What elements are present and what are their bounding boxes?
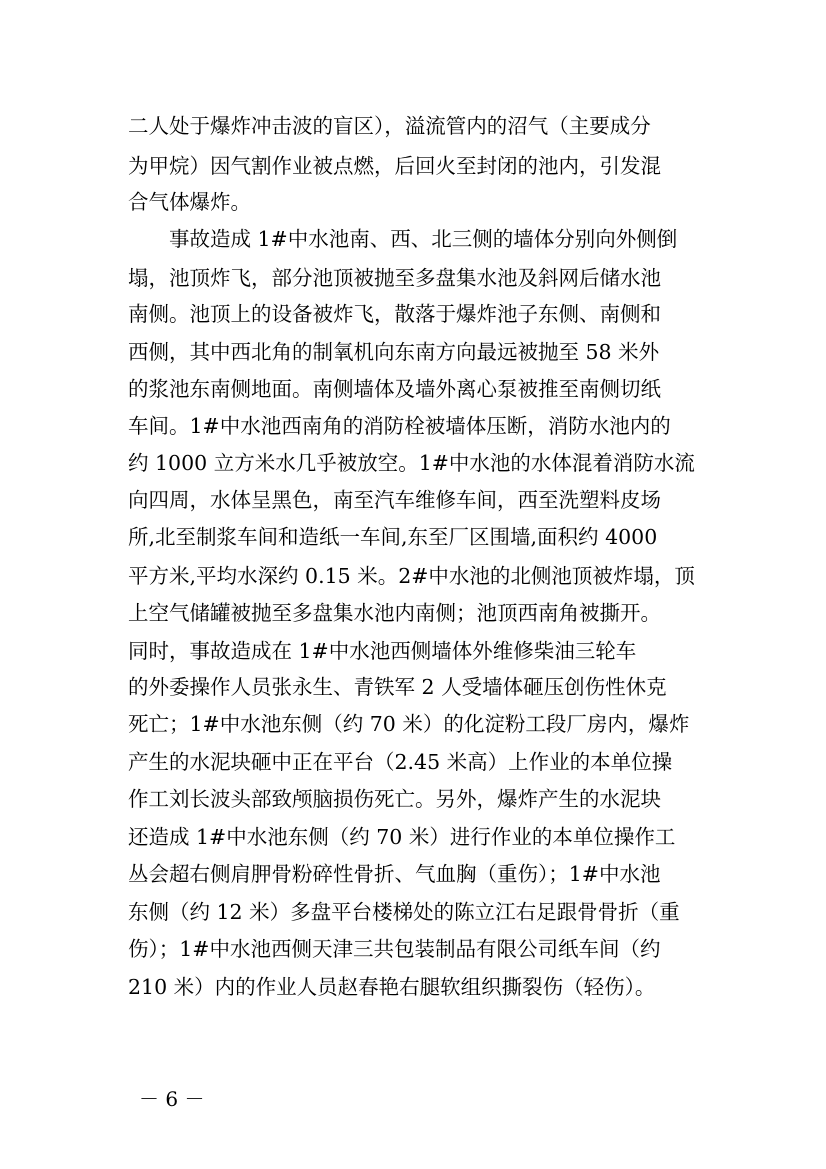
paragraph-line: 合气体爆炸。 <box>128 190 251 214</box>
paragraph-line: 西侧，其中西北角的制氧机向东南方向最远被抛至 58 米外 <box>128 340 660 364</box>
paragraph-line: 东侧（约 12 米）多盘平台楼梯处的陈立江右足跟骨骨折（重 <box>128 900 680 924</box>
paragraph-line: 约 1000 立方米水几乎被放空。1#中水池的水体混着消防水流 <box>128 451 695 475</box>
paragraph-line: 的外委操作人员张永生、青铁军 2 人受墙体砸压创伤性休克 <box>128 675 667 699</box>
paragraph-line: 塌，池顶炸飞，部分池顶被抛至多盘集水池及斜网后储水池 <box>128 266 661 290</box>
paragraph-line: 还造成 1#中水池东侧（约 70 米）进行作业的本单位操作工 <box>128 825 676 849</box>
paragraph-line: 南侧。池顶上的设备被炸飞，散落于爆炸池子东侧、南侧和 <box>128 302 661 326</box>
paragraph-line: 二人处于爆炸冲击波的盲区），溢流管内的沼气（主要成分 <box>128 114 651 138</box>
paragraph-line: 伤）；1#中水池西侧天津三共包装制品有限公司纸车间（约 <box>128 937 661 961</box>
paragraph-line: 事故造成 1#中水池南、西、北三侧的墙体分别向外侧倒 <box>169 227 678 251</box>
paragraph-line: 作工刘长波头部致颅脑损伤死亡。另外，爆炸产生的水泥块 <box>128 787 661 811</box>
paragraph-line: 同时，事故造成在 1#中水池西侧墙体外维修柴油三轮车 <box>128 639 637 663</box>
paragraph-line: 丛会超右侧肩胛骨粉碎性骨折、气血胸（重伤）；1#中水池 <box>128 862 661 886</box>
paragraph-line: 平方米,平均水深约 0.15 米。2#中水池的北侧池顶被炸塌，顶 <box>128 564 695 588</box>
paragraph-line: 向四周，水体呈黑色，南至汽车维修车间，西至洗塑料皮场 <box>128 488 661 512</box>
paragraph-line: 车间。1#中水池西南角的消防栓被墙体压断，消防水池内的 <box>128 414 671 438</box>
paragraph-line: 产生的水泥块砸中正在平台（2.45 米高）上作业的本单位操 <box>128 750 673 774</box>
paragraph-line: 为甲烷）因气割作业被点燃，后回火至封闭的池内，引发混 <box>128 154 661 178</box>
paragraph-line: 210 米）内的作业人员赵春艳右腿软组织撕裂伤（轻伤）。 <box>128 975 656 999</box>
paragraph-line: 所,北至制浆车间和造纸一车间,东至厂区围墙,面积约 4000 <box>128 525 658 549</box>
paragraph-line: 的浆池东南侧地面。南侧墙体及墙外离心泵被推至南侧切纸 <box>128 377 661 401</box>
paragraph-line: 上空气储罐被抛至多盘集水池内南侧；池顶西南角被撕开。 <box>128 601 661 625</box>
paragraph-line: 死亡；1#中水池东侧（约 70 米）的化淀粉工段厂房内，爆炸 <box>128 712 690 736</box>
page-number: － 6 － <box>139 1087 205 1111</box>
